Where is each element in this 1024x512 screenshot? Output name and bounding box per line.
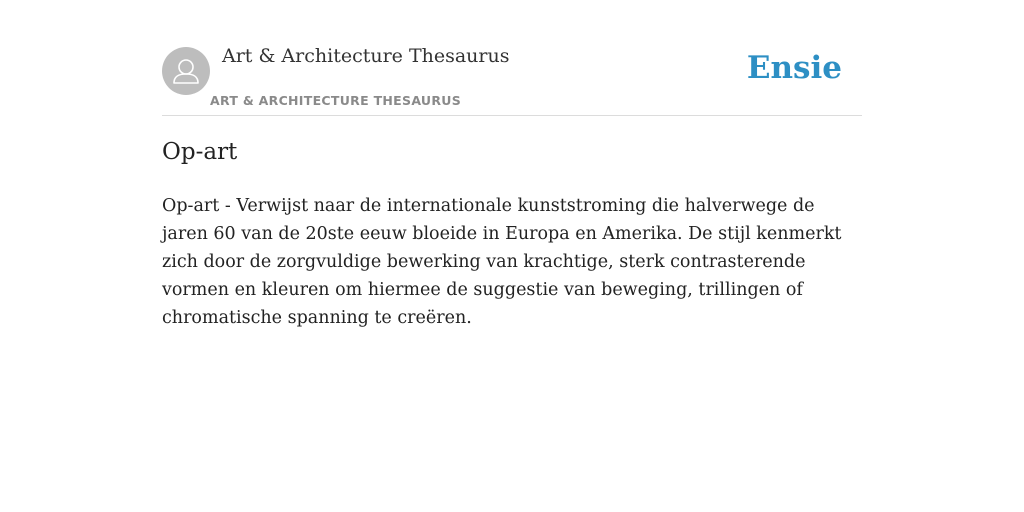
entry-term: Op-art: [162, 139, 238, 165]
entry-definition: Op-art - Verwijst naar de internationale kunststroming die halverwege de jaren 60 van de 20ste eeuw bloeide in Europa en Amerika. De stijl kenmerkt zich door de zorgvuldige bewerking van krachtige, sterk contrasterende vormen en kleuren om hiermee de suggestie van beweging, trillingen of chromatische spanning te creëren.: [162, 196, 842, 328]
user-icon: [162, 47, 210, 95]
ensie-logo[interactable]: Ensie: [746, 50, 842, 86]
avatar[interactable]: [162, 47, 210, 95]
entry-card: [162, 0, 862, 328]
source-subtitle[interactable]: ART & ARCHITECTURE THESAURUS: [210, 93, 462, 108]
entry-header: [162, 0, 862, 116]
source-title[interactable]: Art & Architecture Thesaurus: [222, 45, 510, 67]
